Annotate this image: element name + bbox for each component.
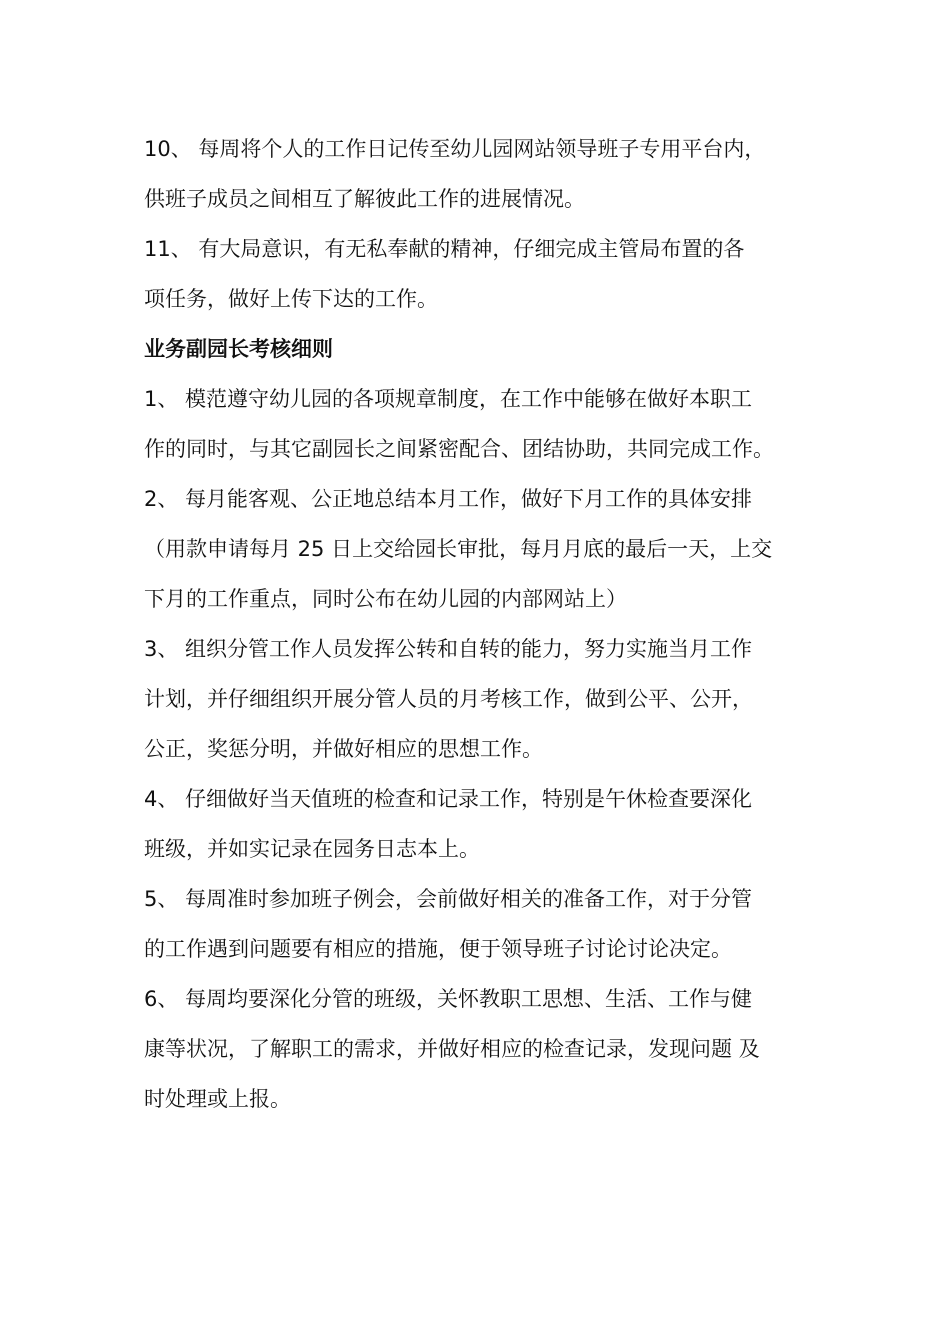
text-line-item-4-end: 班级，并如实记录在园务日志本上。 <box>144 837 480 861</box>
section-heading: 业务副园长考核细则 <box>144 337 333 361</box>
text-line-item-2-middle: （用款申请每月 25 日上交给园长审批，每月月底的最后一天，上交 <box>144 537 773 561</box>
text-line-item-5-end: 的工作遇到问题要有相应的措施，便于领导班子讨论讨论决定。 <box>144 937 732 961</box>
text-line-item-6-end: 时处理或上报。 <box>144 1087 291 1111</box>
text-line-item-4-start: 4、 仔细做好当天值班的检查和记录工作，特别是午休检查要深化 <box>144 787 753 811</box>
text-line-item-10-start: 10、 每周将个人的工作日记传至幼儿园网站领导班子专用平台内， <box>144 137 766 161</box>
text-line-item-3-end: 公正，奖惩分明，并做好相应的思想工作。 <box>144 737 543 761</box>
text-line-item-2-start: 2、 每月能客观、公正地总结本月工作，做好下月工作的具体安排 <box>144 487 753 511</box>
text-line-item-3-start: 3、 组织分管工作人员发挥公转和自转的能力，努力实施当月工作 <box>144 637 753 661</box>
text-line-item-2-end: 下月的工作重点，同时公布在幼儿园的内部网站上） <box>144 587 627 611</box>
text-line-item-11-start: 11、 有大局意识，有无私奉献的精神，仔细完成主管局布置的各 <box>144 237 745 261</box>
text-line-item-10-end: 供班子成员之间相互了解彼此工作的进展情况。 <box>144 187 585 211</box>
text-line-item-1-end: 作的同时，与其它副园长之间紧密配合、团结协助，共同完成工作。 <box>144 437 774 461</box>
text-line-item-3-middle: 计划，并仔细组织开展分管人员的月考核工作，做到公平、公开， <box>144 687 753 711</box>
text-line-item-6-start: 6、 每周均要深化分管的班级，关怀教职工思想、生活、工作与健 <box>144 987 753 1011</box>
text-line-item-1-start: 1、 模范遵守幼儿园的各项规章制度，在工作中能够在做好本职工 <box>144 387 753 411</box>
text-line-item-11-end: 项任务，做好上传下达的工作。 <box>144 287 438 311</box>
text-line-item-5-start: 5、 每周准时参加班子例会，会前做好相关的准备工作，对于分管 <box>144 887 753 911</box>
text-line-item-6-middle: 康等状况，了解职工的需求，并做好相应的检查记录，发现问题 及 <box>144 1037 760 1061</box>
